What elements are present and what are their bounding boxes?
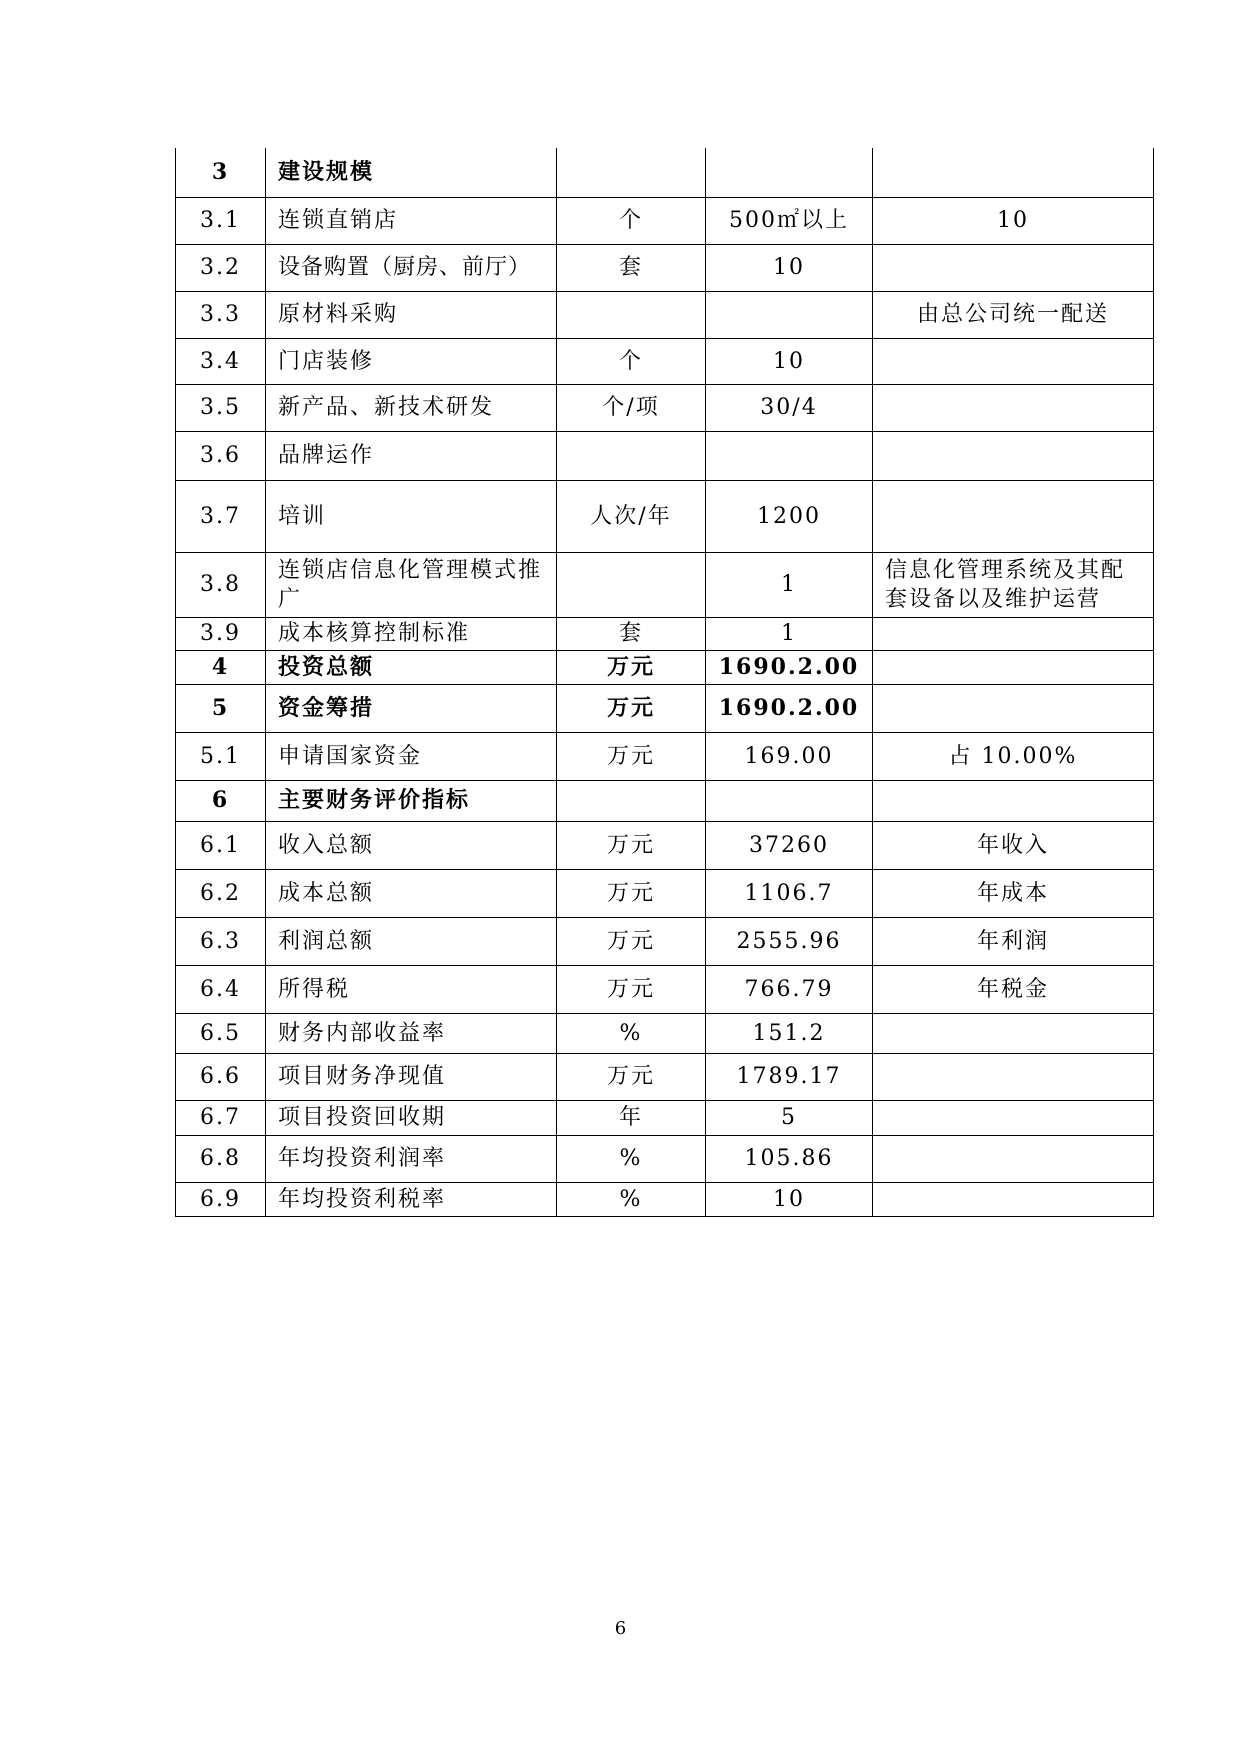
row-item: 年均投资利税率 <box>266 1182 557 1216</box>
row-unit: 套 <box>557 617 706 650</box>
table-row <box>176 1053 1154 1100</box>
row-value: 169.00 <box>706 732 873 780</box>
row-unit <box>557 780 706 821</box>
row-value: 1789.17 <box>706 1053 873 1100</box>
row-note: 年税金 <box>873 965 1154 1013</box>
row-note <box>873 148 1154 197</box>
table-row <box>176 1135 1154 1182</box>
table-row <box>176 384 1154 431</box>
row-unit: 万元 <box>557 1053 706 1100</box>
table-row <box>176 1013 1154 1053</box>
indicator-table <box>175 148 1154 1217</box>
row-note: 年收入 <box>873 821 1154 869</box>
row-item: 申请国家资金 <box>266 732 557 780</box>
row-item: 项目财务净现值 <box>266 1053 557 1100</box>
row-item: 连锁直销店 <box>266 197 557 244</box>
row-value: 2555.96 <box>706 917 873 965</box>
row-unit: % <box>557 1135 706 1182</box>
row-value: 1690.2.00 <box>706 650 873 684</box>
row-number: 3.1 <box>176 197 266 244</box>
row-unit: 个/项 <box>557 384 706 431</box>
row-unit: 个 <box>557 338 706 384</box>
table-row <box>176 244 1154 291</box>
row-value: 500㎡以上 <box>706 197 873 244</box>
table-row <box>176 1100 1154 1135</box>
row-note: 信息化管理系统及其配套设备以及维护运营 <box>873 552 1154 617</box>
row-value: 5 <box>706 1100 873 1135</box>
table-row <box>176 869 1154 917</box>
row-value: 766.79 <box>706 965 873 1013</box>
row-note <box>873 1182 1154 1216</box>
row-value: 10 <box>706 244 873 291</box>
row-item: 主要财务评价指标 <box>266 780 557 821</box>
row-unit: 万元 <box>557 650 706 684</box>
row-item: 新产品、新技术研发 <box>266 384 557 431</box>
row-note <box>873 1100 1154 1135</box>
table-row <box>176 338 1154 384</box>
row-unit: 万元 <box>557 965 706 1013</box>
row-number: 6.4 <box>176 965 266 1013</box>
row-value: 30/4 <box>706 384 873 431</box>
row-number: 6.8 <box>176 1135 266 1182</box>
row-unit: 万元 <box>557 821 706 869</box>
row-unit: 年 <box>557 1100 706 1135</box>
row-item: 品牌运作 <box>266 431 557 480</box>
row-number: 6 <box>176 780 266 821</box>
table-row <box>176 197 1154 244</box>
row-number: 5.1 <box>176 732 266 780</box>
table-row <box>176 821 1154 869</box>
row-number: 5 <box>176 684 266 732</box>
row-unit <box>557 552 706 617</box>
row-note <box>873 650 1154 684</box>
row-note <box>873 384 1154 431</box>
row-number: 3.2 <box>176 244 266 291</box>
row-value: 1 <box>706 552 873 617</box>
row-value: 1106.7 <box>706 869 873 917</box>
row-value: 10 <box>706 1182 873 1216</box>
row-item: 收入总额 <box>266 821 557 869</box>
row-note <box>873 1053 1154 1100</box>
row-number: 3.5 <box>176 384 266 431</box>
row-value: 1 <box>706 617 873 650</box>
row-value <box>706 148 873 197</box>
row-number: 3.8 <box>176 552 266 617</box>
row-unit: 万元 <box>557 917 706 965</box>
row-unit: 万元 <box>557 869 706 917</box>
page-number: 6 <box>614 1618 627 1639</box>
row-number: 3.4 <box>176 338 266 384</box>
row-item: 设备购置（厨房、前厅） <box>266 244 557 291</box>
row-number: 3 <box>176 148 266 197</box>
row-value: 151.2 <box>706 1013 873 1053</box>
table-row <box>176 480 1154 552</box>
row-value: 10 <box>706 338 873 384</box>
row-item: 成本总额 <box>266 869 557 917</box>
row-unit <box>557 291 706 338</box>
row-item: 所得税 <box>266 965 557 1013</box>
table-row <box>176 684 1154 732</box>
table-row <box>176 148 1154 197</box>
row-value: 105.86 <box>706 1135 873 1182</box>
table-row <box>176 780 1154 821</box>
row-unit: % <box>557 1013 706 1053</box>
row-unit <box>557 431 706 480</box>
row-number: 6.7 <box>176 1100 266 1135</box>
row-note <box>873 1013 1154 1053</box>
row-item: 项目投资回收期 <box>266 1100 557 1135</box>
row-number: 6.3 <box>176 917 266 965</box>
table-row <box>176 965 1154 1013</box>
table-row <box>176 732 1154 780</box>
row-unit: 个 <box>557 197 706 244</box>
row-number: 6.2 <box>176 869 266 917</box>
row-value <box>706 431 873 480</box>
row-note: 由总公司统一配送 <box>873 291 1154 338</box>
row-item: 利润总额 <box>266 917 557 965</box>
table-row <box>176 1182 1154 1216</box>
row-item: 投资总额 <box>266 650 557 684</box>
row-item: 年均投资利润率 <box>266 1135 557 1182</box>
row-number: 3.7 <box>176 480 266 552</box>
row-item: 建设规模 <box>266 148 557 197</box>
row-item: 连锁店信息化管理模式推广 <box>266 552 557 617</box>
row-note: 年成本 <box>873 869 1154 917</box>
row-item: 成本核算控制标准 <box>266 617 557 650</box>
table-row <box>176 552 1154 617</box>
table-row <box>176 617 1154 650</box>
row-note <box>873 1135 1154 1182</box>
row-number: 3.3 <box>176 291 266 338</box>
row-note <box>873 244 1154 291</box>
row-number: 3.6 <box>176 431 266 480</box>
row-unit: 万元 <box>557 684 706 732</box>
row-item: 培训 <box>266 480 557 552</box>
row-unit: 人次/年 <box>557 480 706 552</box>
row-unit: 万元 <box>557 732 706 780</box>
row-value <box>706 291 873 338</box>
row-item: 门店装修 <box>266 338 557 384</box>
table-row <box>176 431 1154 480</box>
row-note <box>873 480 1154 552</box>
row-value: 1690.2.00 <box>706 684 873 732</box>
table-row <box>176 917 1154 965</box>
table-row <box>176 291 1154 338</box>
row-value <box>706 780 873 821</box>
row-note: 10 <box>873 197 1154 244</box>
row-number: 6.6 <box>176 1053 266 1100</box>
row-value: 1200 <box>706 480 873 552</box>
row-note: 占 10.00% <box>873 732 1154 780</box>
row-number: 6.1 <box>176 821 266 869</box>
row-note <box>873 780 1154 821</box>
row-note <box>873 338 1154 384</box>
row-item: 财务内部收益率 <box>266 1013 557 1053</box>
row-note: 年利润 <box>873 917 1154 965</box>
row-number: 6.9 <box>176 1182 266 1216</box>
row-note <box>873 617 1154 650</box>
row-unit <box>557 148 706 197</box>
row-value: 37260 <box>706 821 873 869</box>
table-row <box>176 650 1154 684</box>
row-number: 4 <box>176 650 266 684</box>
row-unit: 套 <box>557 244 706 291</box>
row-unit: % <box>557 1182 706 1216</box>
row-number: 6.5 <box>176 1013 266 1053</box>
row-item: 原材料采购 <box>266 291 557 338</box>
row-number: 3.9 <box>176 617 266 650</box>
row-note <box>873 431 1154 480</box>
row-item: 资金筹措 <box>266 684 557 732</box>
row-note <box>873 684 1154 732</box>
